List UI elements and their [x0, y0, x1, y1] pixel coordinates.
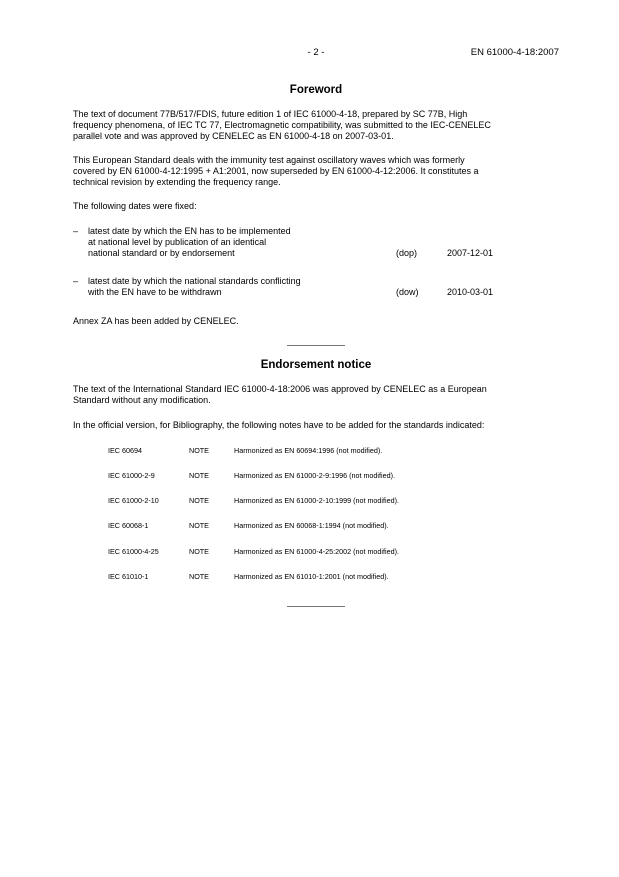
- note-text: Harmonized as EN 61000-4-25:2002 (not modified).: [234, 547, 400, 556]
- list-dash: –: [73, 226, 79, 236]
- foreword-heading: Foreword: [289, 84, 343, 96]
- note-row: [108, 446, 528, 456]
- note-text: Harmonized as EN 60068-1:1994 (not modified).: [234, 521, 389, 530]
- page-number: - 2 -: [307, 47, 325, 58]
- date-description: [88, 226, 388, 260]
- section-divider: [287, 345, 345, 346]
- note-tag: NOTE: [189, 547, 209, 556]
- note-tag: NOTE: [189, 496, 209, 505]
- note-text: Harmonized as EN 61000-2-10:1999 (not modified).: [234, 496, 400, 505]
- foreword-paragraph-3: The following dates were fixed:: [73, 201, 197, 211]
- document-id: EN 61000-4-18:2007: [470, 47, 559, 58]
- text-line: latest date by which the national standards conflicting: [88, 276, 301, 286]
- date-value: 2010-03-01: [447, 287, 494, 298]
- text-line: latest date by which the EN has to be implemented: [88, 226, 291, 236]
- note-text: Harmonized as EN 61010-1:2001 (not modified).: [234, 572, 389, 581]
- date-code: (dow): [396, 287, 419, 298]
- note-standard: IEC 61000-4-25: [108, 547, 159, 556]
- date-code: (dop): [396, 248, 418, 259]
- text-line: at national level by publication of an identical: [88, 237, 267, 248]
- date-value: 2007-12-01: [447, 248, 494, 259]
- note-standard: IEC 61000-2-10: [108, 496, 159, 505]
- text-line: frequency phenomena, of IEC TC 77, Electromagnetic compatibility, was submitted to the IEC-CENELEC: [73, 120, 491, 131]
- note-text: Harmonized as EN 60694:1996 (not modified).: [234, 446, 383, 455]
- text-line: This European Standard deals with the immunity test against oscillatory waves which was formerly: [73, 155, 465, 165]
- text-line: parallel vote and was approved by CENELEC as EN 61000-4-18 on 2007-03-01.: [73, 131, 394, 142]
- note-row: [108, 572, 528, 582]
- note-row: [108, 547, 528, 557]
- end-divider: [287, 606, 345, 607]
- foreword-paragraph-2: [73, 155, 559, 189]
- endorsement-paragraph-2: In the official version, for Bibliography, the following notes have to be added for the standards indicated:: [73, 420, 485, 430]
- page-header: [73, 47, 559, 61]
- note-tag: NOTE: [189, 521, 209, 530]
- endorsement-paragraph-1: [73, 384, 559, 406]
- endorsement-heading: Endorsement notice: [260, 359, 372, 371]
- note-standard: IEC 60068-1: [108, 521, 149, 530]
- note-tag: NOTE: [189, 446, 209, 455]
- note-row: [108, 471, 528, 481]
- note-tag: NOTE: [189, 471, 209, 480]
- text-line: Standard without any modification.: [73, 395, 211, 406]
- note-text: Harmonized as EN 61000-2-9:1996 (not modified).: [234, 471, 396, 480]
- text-line: technical revision by extending the frequency range.: [73, 177, 281, 188]
- text-line: covered by EN 61000-4-12:1995 + A1:2001, now superseded by EN 61000-4-12:2006. It constitutes a: [73, 166, 479, 177]
- text-line: The text of document 77B/517/FDIS, future edition 1 of IEC 61000-4-18, prepared by SC 77B, High: [73, 109, 468, 119]
- list-dash: –: [73, 276, 79, 286]
- note-row: [108, 496, 528, 506]
- annex-note: Annex ZA has been added by CENELEC.: [73, 316, 239, 326]
- text-line: national standard or by endorsement: [88, 248, 235, 259]
- note-tag: NOTE: [189, 572, 209, 581]
- text-line: with the EN have to be withdrawn: [88, 287, 222, 298]
- foreword-paragraph-1: [73, 109, 559, 143]
- note-standard: IEC 61010-1: [108, 572, 149, 581]
- text-line: The text of the International Standard IEC 61000-4-18:2006 was approved by CENELEC as a European: [73, 384, 487, 394]
- note-row: [108, 521, 528, 531]
- note-standard: IEC 60694: [108, 446, 142, 455]
- note-standard: IEC 61000-2-9: [108, 471, 155, 480]
- date-description: [88, 276, 388, 298]
